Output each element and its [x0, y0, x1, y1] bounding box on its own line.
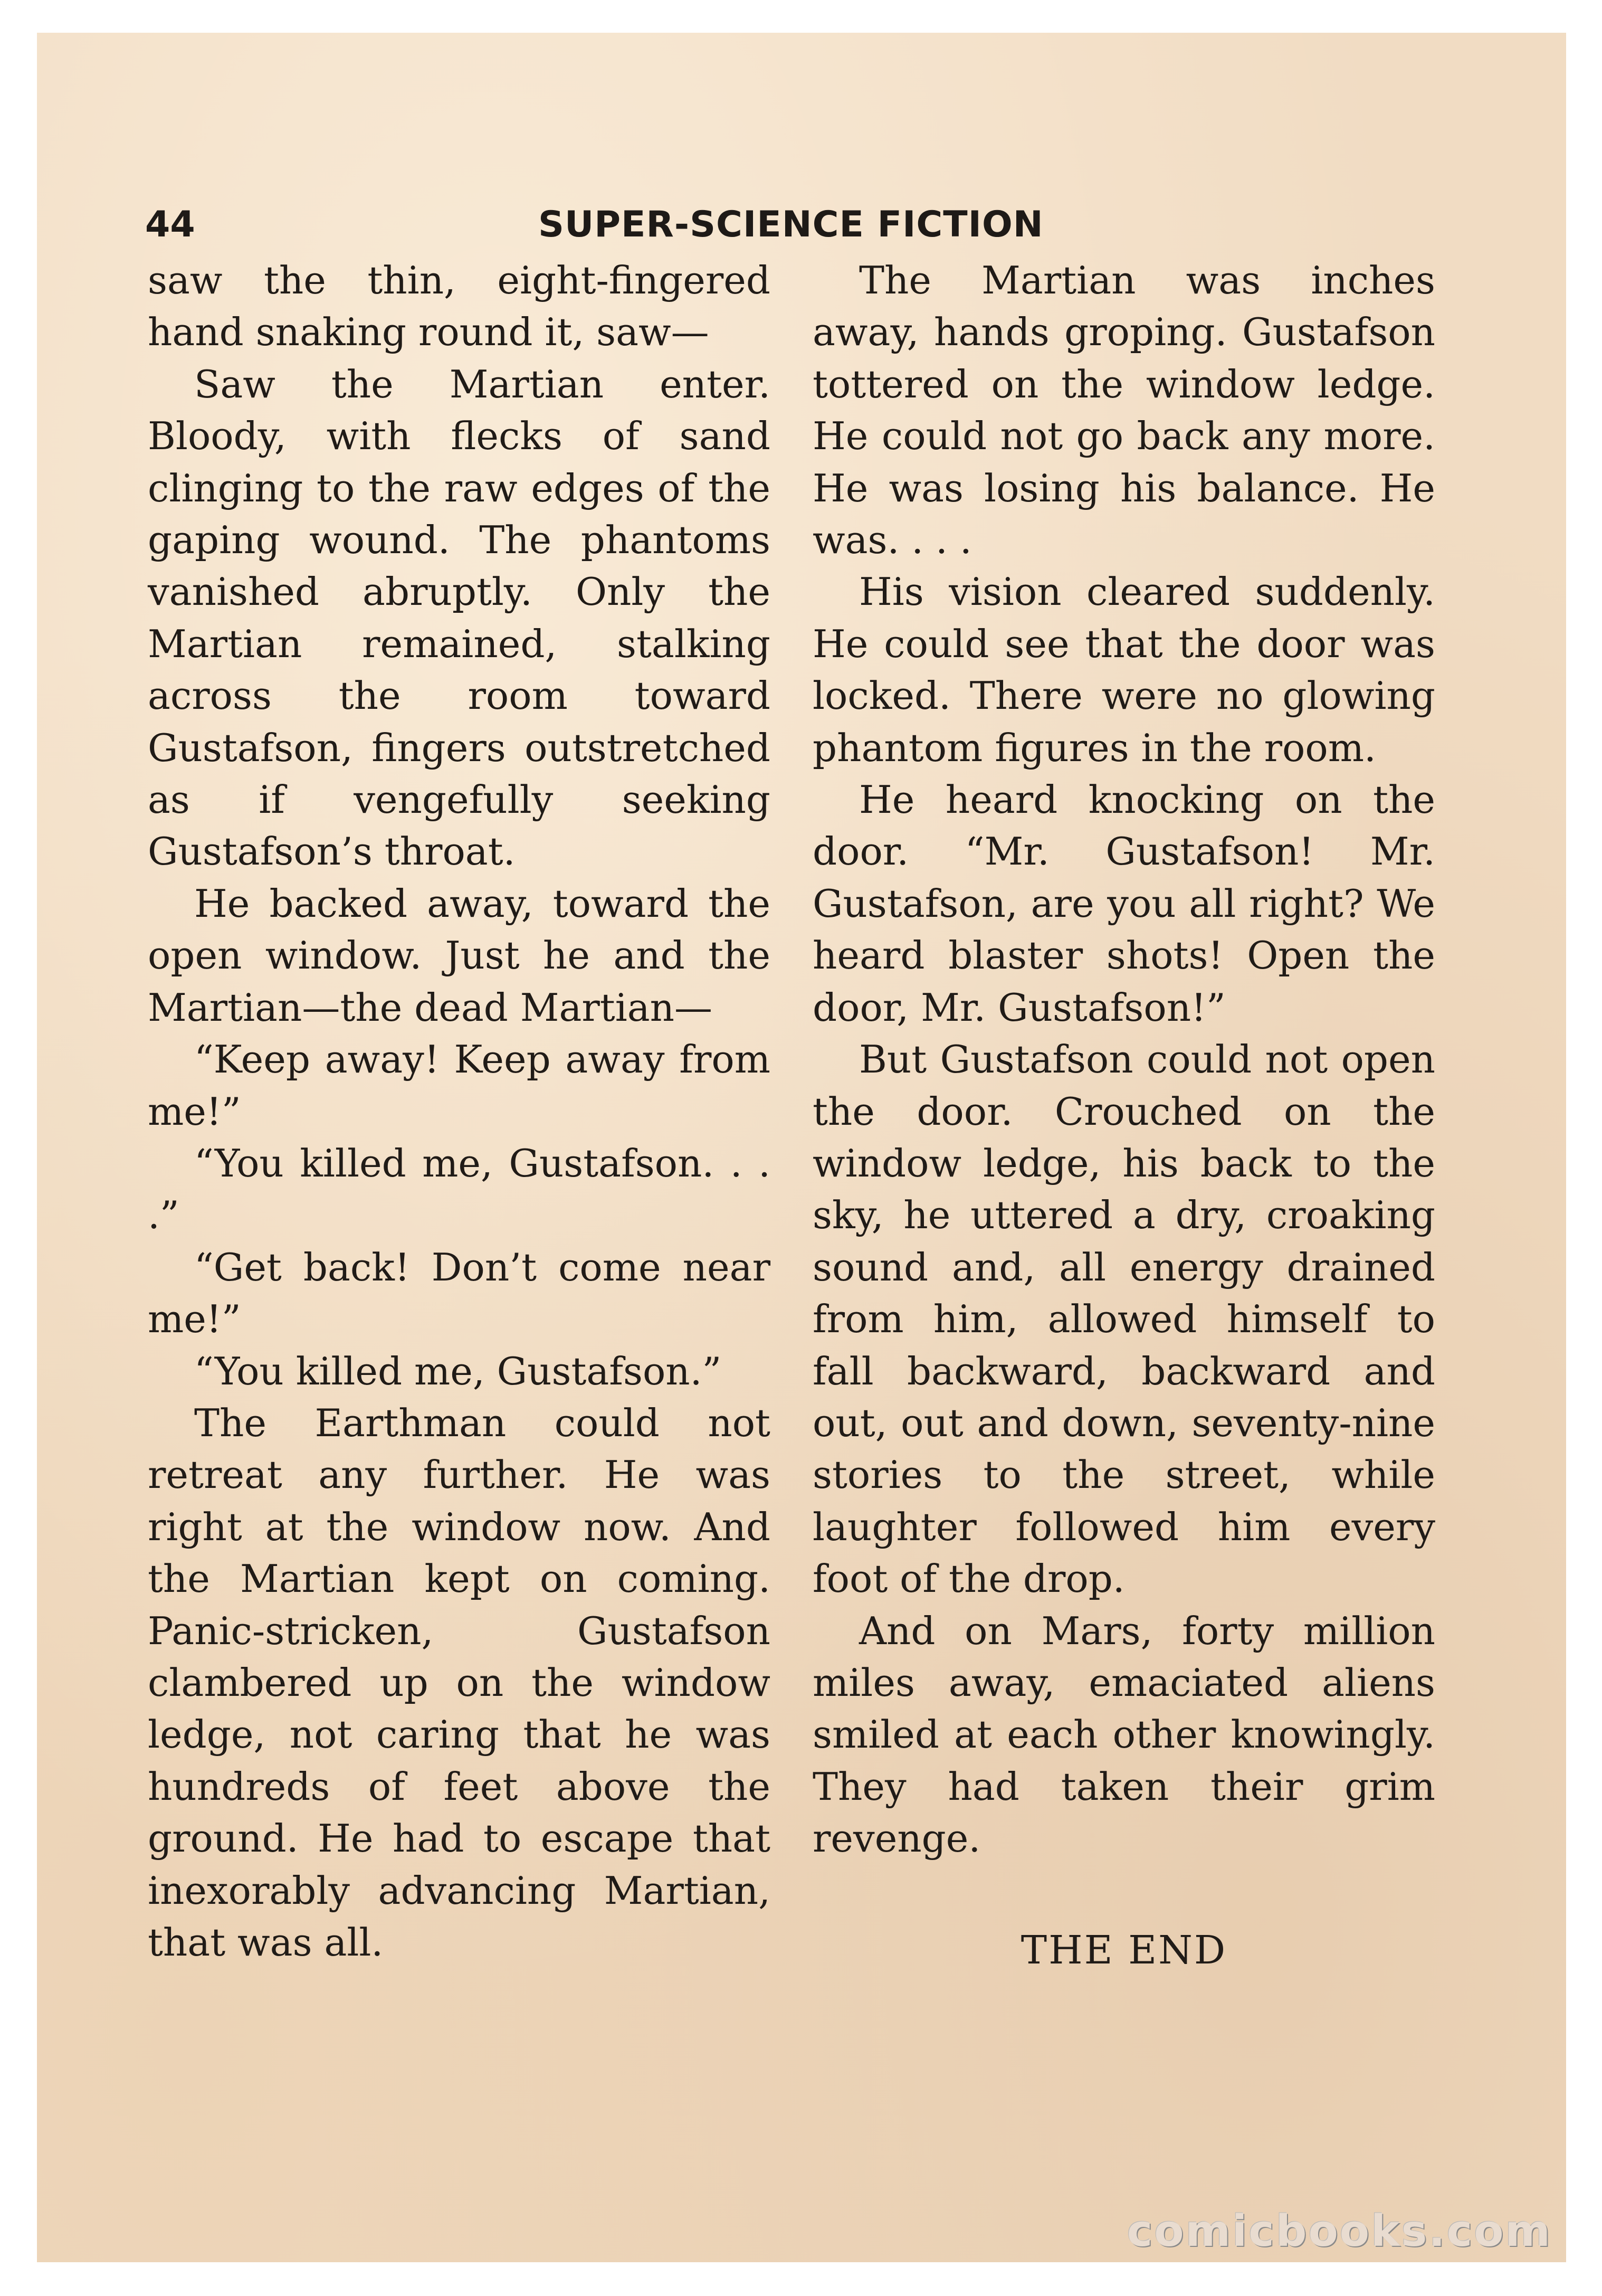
left-column-paragraph: “Keep away! Keep away from me!” — [148, 1037, 770, 1134]
right-column-paragraph: But Gustafson could not open the door. Crouched on the window ledge, his back to the sky, he uttered a dry, croaking sound and, all energy drained from him, allowed himself to fall backward, backward and out, out and down, seventy-nine stories to the street, while laughter followed him every foot of the drop. — [813, 1037, 1435, 1601]
magazine-page — [37, 33, 1566, 2262]
right-column-paragraph: And on Mars, forty million miles away, emaciated aliens smiled at each other knowingly. They had taken their grim revenge. — [813, 1608, 1435, 1861]
left-text-column — [148, 254, 770, 1968]
page-number: 44 — [145, 204, 195, 245]
left-column-paragraph: “You killed me, Gustafson. . . .” — [148, 1141, 770, 1238]
left-column-paragraph: Saw the Martian enter. Bloody, with flecks of sand clinging to the raw edges of the gaping wound. The phantoms vanished abruptly. Only the Martian remained, stalking across the room toward Gustafson, fingers outstretched as if vengefully seeking Gustafson’s throat. — [148, 362, 770, 874]
right-column-paragraph: The Martian was inches away, hands groping. Gustafson tottered on the window ledge. He could not go back any more. He was losing his balance. He was. . . . — [813, 258, 1435, 563]
right-text-column — [813, 254, 1435, 1865]
left-column-paragraph: The Earthman could not retreat any further. He was right at the window now. And the Martian kept on coming. Panic-stricken, Gustafson clambered up on the window ledge, not caring that he was hundreds of feet above the ground. He had to escape that inexorably advancing Martian, that was all. — [148, 1400, 770, 1965]
story-ending: THE END — [1021, 1928, 1227, 1973]
watermark-text: comicbooks.com — [1127, 2206, 1552, 2256]
left-column-paragraph: “You killed me, Gustafson.” — [194, 1349, 722, 1393]
left-column-paragraph: He backed away, toward the open window. Just he and the Martian—the dead Martian— — [148, 881, 770, 1030]
running-header-title: SUPER-SCIENCE FICTION — [538, 204, 1044, 245]
left-column-paragraph: “Get back! Don’t come near me!” — [148, 1245, 770, 1342]
right-column-paragraph: His vision cleared suddenly. He could see that the door was locked. There were no glowing phantom figures in the room. — [813, 570, 1435, 770]
right-column-paragraph: He heard knocking on the door. “Mr. Gustafson! Mr. Gustafson, are you all right? We heard blaster shots! Open the door, Mr. Gustafson!” — [813, 777, 1435, 1030]
left-column-paragraph: saw the thin, eight-fingered hand snaking round it, saw— — [148, 258, 770, 355]
